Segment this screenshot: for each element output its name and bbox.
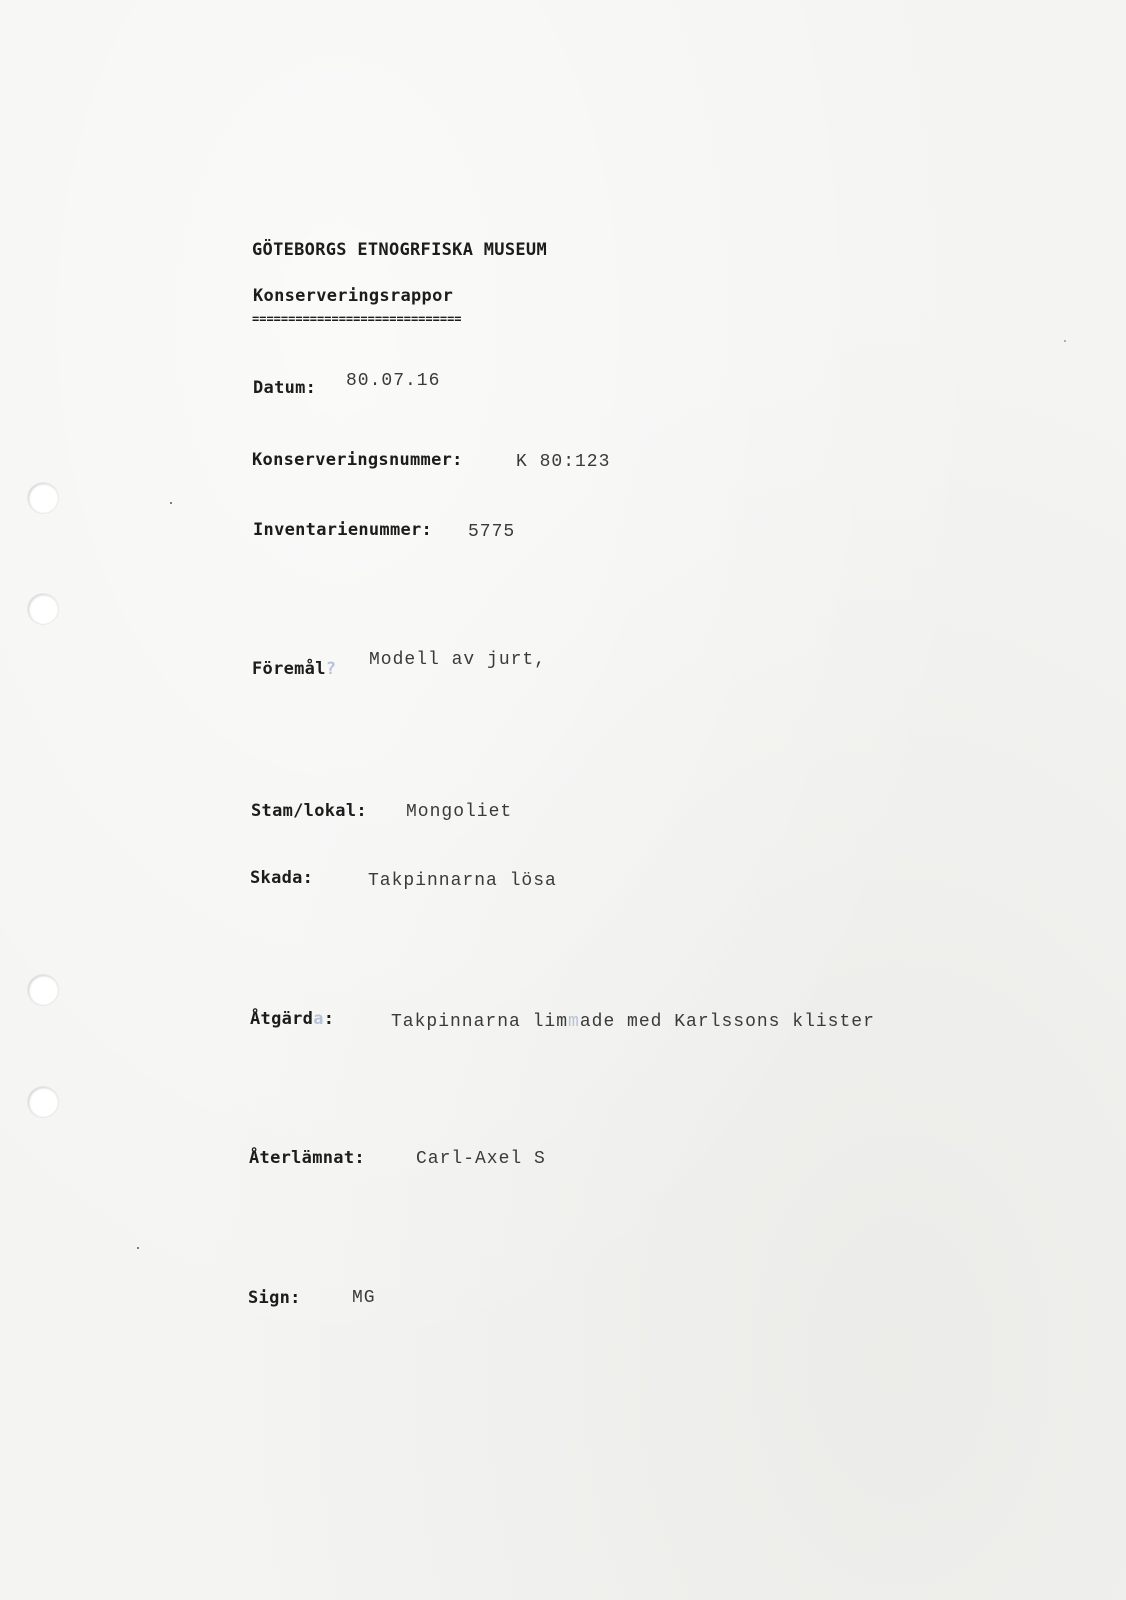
punch-hole <box>28 483 58 513</box>
konserveringsnummer-value: K 80:123 <box>516 452 611 472</box>
datum-value: 80.07.16 <box>346 371 441 391</box>
konserveringsnummer-label: Konserveringsnummer: <box>252 450 463 470</box>
skada-label: Skada: <box>250 868 314 888</box>
foremal-label-text: Föremål <box>252 659 326 679</box>
title-underline: ============================= <box>252 312 462 326</box>
punch-hole <box>28 594 58 624</box>
stam-lokal-value: Mongoliet <box>406 802 513 822</box>
skada-value: Takpinnarna lösa <box>368 871 557 891</box>
atgard-value-start: Takpinnarna lim <box>391 1012 569 1032</box>
aterlamnat-label: Återlämnat: <box>249 1148 365 1168</box>
foremal-label <box>252 659 336 679</box>
paper-speck <box>1064 340 1066 342</box>
atgard-value-end: ade med Karlssons klister <box>579 1012 875 1032</box>
atgard-label-start: Åtgärd <box>250 1009 314 1029</box>
stam-lokal-label: Stam/lokal: <box>251 801 367 821</box>
atgard-value-faint: m <box>568 1012 580 1032</box>
atgard-label-end: : <box>323 1009 335 1029</box>
sign-label: Sign: <box>248 1288 301 1308</box>
report-title: Konserveringsrappor <box>253 286 454 306</box>
atgard-value <box>391 1012 875 1032</box>
paper-speck <box>170 502 172 504</box>
aterlamnat-value: Carl-Axel S <box>416 1149 546 1169</box>
punch-hole <box>28 1087 58 1117</box>
institution-name: GÖTEBORGS ETNOGRFISKA MUSEUM <box>252 240 547 260</box>
datum-label: Datum: <box>253 378 317 398</box>
sign-value: MG <box>352 1288 376 1308</box>
paper-speck <box>137 1247 139 1249</box>
inventarienummer-value: 5775 <box>468 522 516 542</box>
punch-hole <box>28 975 58 1005</box>
atgard-label <box>250 1009 334 1029</box>
inventarienummer-label: Inventarienummer: <box>253 520 433 540</box>
atgard-label-faint: a <box>313 1009 324 1029</box>
foremal-label-mark: ? <box>325 659 337 679</box>
foremal-value: Modell av jurt, <box>369 650 547 670</box>
